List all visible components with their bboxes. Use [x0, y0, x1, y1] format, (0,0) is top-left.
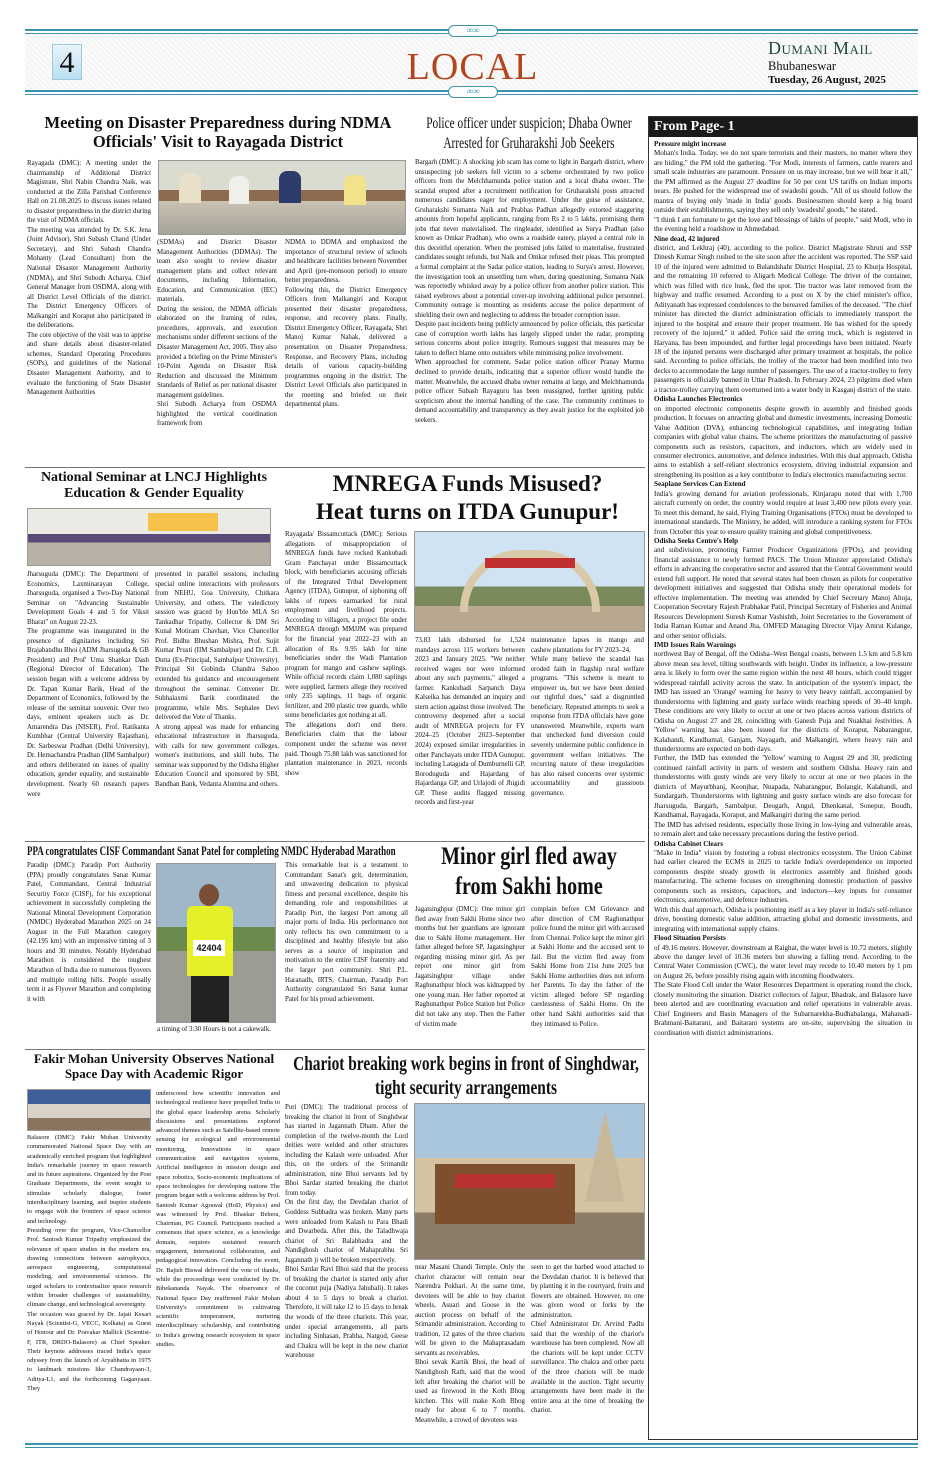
sidebar-paragraph: The IMD has advised residents, especially those living in low-lying and vulnerable areas, to remain alert and take necessary precautions during the festive period. — [654, 820, 912, 839]
race-bib: 42404 — [193, 940, 225, 956]
headline-minor-line1: Minor girl fled away — [441, 843, 617, 870]
meeting-column-1 — [27, 159, 151, 464]
fakir-column-2 — [156, 1089, 280, 1440]
paragraph: Balasore (DMC): Fakir Mohan University commemorated National Space Day with an academically enriched program that highlighted India's remarkable journey in space research and its future aspirations. Organized by the Post Graduate Departments, the event sought to stimulate scholarly dialogue, foster interdisciplinary learning, and inspire students to engage with the frontiers of space science and technology. — [27, 1134, 151, 1225]
paragraph: Jagatsinghpur (DMC): One minor girl fled away from Sakhi Home since two months but her guardians are ignorant due to Sakhi Home management. Her father alleged before SP, Jagatsinghpur regarding missing minor girl. As per report one minor girl from Jagatsinghpur village under Raghunathpur block was kidnapped by one young man. Her father reported at Raghunathpur Police Station but Police did not take any step. Then the Father of victim made — [415, 906, 525, 1028]
headline-mnrega — [290, 470, 645, 526]
paragraph: The programme was inaugurated in the presence of dignitaries including Sri Brajabandhu Bhoi (ADM Jharsuguda & GB President) and Prof' Uma Shankar Dash (Regional Director of Education). The session began with a welcome address by Dr. Tapan Kumar Barik, Head of the Department of Economics, followed by the release of the seminar souvenir. Over two days, eminent speakers such as Dr. Amarendra Das (NISER), Prof. Ratikanta Kumbhar (Central University Rajasthan), Dr. Sarbeswar Pradhan (Delhi University), Dr. Hemachandra Pradhan (IIM Sambalpur) and others deliberated on issues of quality education, gender equality, and sustainable development. Nearly 60 research papers were — [27, 628, 149, 798]
seminar-photo — [27, 508, 271, 566]
paper-name: Dumani Mail — [768, 38, 873, 58]
paragraph: The core objective of the visit was to apprise and share details about disaster-related schemes, Standard Operating Procedures (SOPs), and guidelines of the National Disaster Management Authority, and to evaluate the functioning of State Disaster Management Authorities — [27, 331, 151, 397]
paragraph: presented in parallel sessions, including special online interactions with professors from NEHU, Goa University, Chitkara University, and others. The valedictory session was graced by Hon'ble MLA Sri Tankadhar Tripathy, Collector & DM Sri Kunal Motiram Chavhan, Vice Chancellor Prof. Bidhu Bhushan Mishra, Prof. Sujit Kumar Prusti (IIM Sambalpur) and Dr. C.B. Dutta (Ex-Principal, Sambalpur University). Principal Sri Gobinda Chandra Sahoo extended his guidance and encouragement throughout the seminar. Convener Dr. Subhalaxmi Barik coordinated the programme, while Mrs. Sephalee Devi delivered the Vote of Thanks. — [155, 571, 279, 722]
seminar-column-2 — [155, 570, 279, 838]
sidebar-paragraph: of 49.16 meters. However, downstream at Raighat, the water level is 10.72 meters, slightly above the danger level of 10.36 meters but showing a falling trend. According to the Central Water Commission (CWC), the water level may recede to 10.40 meters by 1 pm on August 26, before possibly rising again with incoming floodwaters. — [654, 943, 912, 980]
paragraph: NDMA to DDMA and emphasized the importance of structural review of schools and healthcare facilities between November and April (pre-monsoon period) to ensure better preparedness. — [285, 239, 407, 285]
edition-date: Tuesday, 26 August, 2025 — [768, 74, 886, 86]
paragraph: 73.83 lakh disbursed for 1,524 mandays across 115 workers between 2023 and January 2025. "We neither received wages nor were informed about any such payments," alleged a farmer. Kankubadi Sarpanch Daya Kalseika has demanded an inquiry and stern action against those involved. The controversy deepened after a social audit of MNREGA projects for FY 2024–25 (October 2023–September 2024) exposed similar irregularities in other Panchayats under ITDA Gunupur, including Lataguda of Dumburnelli GP, Boroduguda and Hajardang of Hajardanga GP, and Urlajodi of Jhigidi GP. These audits flagged missing records and first-year — [415, 637, 525, 807]
headline-mnrega-line1: MNREGA Funds Misused? — [332, 471, 603, 496]
from-page-1-sidebar — [648, 116, 918, 1440]
paragraph: underscored how scientific innovation and technological resilience have propelled India to the global space leadership arena. Scholarly discussions and presentations explored advanced themes such as Satellite-based remote sensing for ecological and environmental monitoring, Innovations in space communication and navigation systems, Artificial intelligence in mission design and space robotics, Socio-economic implications of space technologies for developing nations The program began with a welcome address by Prof. Santosh Kumar Agrawal (HoD, Physics) and was witnessed by Prof. Bhaskar Behera, Chairman, PG Council. Participants reached a consensus that space science, as a knowledge domain, requires sustained research engagement, international collaboration, and pedagogical innovation. Concluding the event, Dr. Bajish Biswal delivered the vote of thanks, while the proceedings were conducted by Dr. Bibekananda Nayak. The observance of National Space Day reaffirmed Fakir Mohan University's commitment to cultivating scientific temperament, nurturing interdisciplinary scholarship, and contributing to India's growing research ecosystem in space studies. — [156, 1090, 280, 1349]
fakir-column-1 — [27, 1133, 151, 1440]
space-day-photo — [27, 1089, 151, 1131]
paragraph: This remarkable feat is a testament to Commandant Sanat's grit, determination, and unwavering dedication to physical fitness and personal excellence, despite his demanding role and responsibilities at Paradip Port, the largest Port among all major ports of India. His performance not only reflects his own commitment to a disciplined and healthy lifestyle but also serves as a source of inspiration and motivation to the entire CISF fraternity and the larger port community. Shri P.L. Haranadh, IRTS, Chairman, Paradip Port Authority congratulated Sri Sanat kumar Patel for his proud achievement. — [285, 862, 408, 1003]
paragraph: When approached for comment, Sadar police station officer Pranay Murmu declined to provide details, indicating that a superior officer would handle the matter. Meanwhile, the accused dhaba owner remains at large, and Melchhamunda police officer Subash Rayaguru has been reassigned, further igniting public scepticism about the internal handling of the case. The community continues to demand accountability and transparency as they await justice for the exploited job seekers. — [415, 359, 644, 424]
sidebar-paragraph: "I think I am fortunate to get the love and blessings of lakhs of people," said Modi, who in the evening held a roadshow in Ahmedabad. — [654, 215, 912, 234]
sidebar-paragraph: The State Flood Cell under the Water Resources Department is operating round the clock, closely monitoring the situation. District collectors of Jajpur, Bhadrak, and Balasore have been alerted and are coordinating evacuation and relief operations in vulnerable areas. Chief Engineers and Basin Managers of the Subarnarekha-Budhabalanga, Mahanadi-Brahmani-Baitarani, and Baitarani systems are on-site, supervising the situation in coordination with district administrations. — [654, 981, 912, 1037]
sidebar-subheading: Flood Situation Persists — [654, 934, 726, 943]
sidebar-paragraph: district, and Lekhraj (40), according to the police. District Magistrate Shruti and SSP Dinesh Kumar Singh rushed to the site soon after the accident was reported. The SSP said 10 of the injured were admitted to Bulandshahr District Hospital, 23 to Khurja Hospital, and the remaining 10 referred to Aligarh Medical College. The driver of the container, which was filled with rice husk, fled the spot. The tractor was later removed from the highway and traffic resumed. According to a post on X by the chief minister's office, Adityanath has expressed condolences to the bereaved families of the deceased. "The chief minister has directed the district administration officials to immediately transport the injured to the hospital and ensure their proper treatment. He has wished for the speedy recovery of the injured," it added. Police said the erring truck, which is registered in Haryana, has been impounded, and further legal proceedings have been initiated. Nearly 18 of the injured persons were discharged after primary treatment at hospitals, the police said. According to police officials, the trolley of the tractor had been modified into two decks to accommodate the large number of passengers. The use of a tractor-trolley to ferry passengers is officially banned in Uttar Pradesh. In February 2024, 23 pilgrims died when a tractor-trolley carrying them overturned into a water body in Kasganj district of the state. — [654, 243, 912, 394]
minor-column-2 — [531, 905, 644, 1047]
sidebar-paragraph: With this dual approach, Odisha is positioning itself as a key player in India's self-reliance drive, boosting domestic value addition, attracting global and domestic investments, and integrating with international supply chains. — [654, 905, 912, 933]
headline-minor-girl — [413, 842, 645, 902]
paragraph: The allegations don't end there. Beneficiaries claim that the labour component under the scheme was never paid. Though 75.88 lakh was sanctioned for plantation maintenance in 2023, records show — [285, 721, 407, 777]
sidebar-subheading: Odisha Launches Electronics — [654, 395, 743, 404]
divider — [25, 467, 645, 468]
headline-fakir-mohan: Fakir Mohan University Observes National Space Day with Academic Rigor — [33, 1051, 275, 1081]
headline-mnrega-line2: Heat turns on ITDA Gunupur! — [316, 499, 619, 524]
sidebar-subheading: Seaplane Services Can Extend — [654, 480, 746, 489]
paragraph: A strong appeal was made for enhancing educational infrastructure in Jharsuguda, with calls for new government colleges, women's institutions, and skill hubs. The seminar was supported by the Odisha Higher Education Council and sponsored by SBI, Bandhan Bank, Vedanta Alumina and others. — [155, 723, 279, 789]
paragraph: Rayagada (DMC): A meeting under the chairmanship of Additional District Magistrate, Shri Nabin Chandra Naik, was conducted at the Zilla Parishad Conference Hall on 21.08.2025 to discuss issues related to disaster preparedness in the district during the visit of NDMA officials. — [27, 160, 151, 225]
headline-police: Police officer under suspicion; Dhaba Owner Arrested for Gruharakshi Job Seekers — [426, 115, 632, 152]
sidebar-paragraph: Mohan's India. Today, we do not spare terrorists and their masters, no matter where they are hiding," the PM told the gathering. "For Modi, interests of farmers, cattle rearers and small scale industries are paramount. Pressure on us may increase, but we will bear it all," the PM affirmed as the August 27 deadline for 50 per cent US tariffs on Indian imports nears. He pushed for the widespread use of swadeshi goods. "All of us should follow the mantra of buying only 'made in India' goods. Businessmen should keep a big board outside their establishments, saying they sell only 'swadeshi' goods," he stated. — [654, 149, 912, 215]
mnrega-column-1 — [285, 530, 407, 838]
paragraph: Rayagada/ Bissamcuttack (DMC): Serious allegations of misappropriation of MNREGA funds have rocked Kankubadi Gram Panchayat under Bissamcuttack block, with beneficiaries accusing officials of the Integrated Tribal Development Agency (ITDA), Gunupur, of siphoning off lakhs of rupees earmarked for rural employment and livelihood projects. According to villagers, a project file under MNREGA through MMJJM was prepared for the financial year 2022–23 with an allocation of Rs. 9.95 lakh for nine beneficiaries under the Wadi Plantation program for mango and cashew saplings. While official records claim 1,080 saplings were supplied, farmers allege they received only 235 saplings, 11 bags of organic fertilizer, and 200 plastic tree guards, while some beneficiaries got nothing at all. — [285, 531, 407, 720]
paragraph: Jharsuguda (DMC): The Department of Economics, Laxminarayan College, Jharsuguda, organised a Two-Day National Seminar on "Advancing Sustainable Development Goals 4 and 5 for Viksit Bharat" on August 22-23. — [27, 571, 149, 626]
page-number: 4 — [52, 44, 82, 80]
ppa-column-3 — [285, 861, 408, 1045]
paragraph: Bhoi Sardar Ravi Bhoi said that the process of breaking the chariot is started only after the coconut puja (Nadiya Jahubali). It takes about 4 to 5 days to break a chariot. Therefore, it will take 12 to 15 days to break the woods of the three chariots. This year, under special arrangements, all parts including Sinhasan, Prabha, Natgod, Geese and Chakra will be kept in the new chariot warehouse — [285, 1266, 408, 1360]
paragraph: Shri Subodh Acharya from OSDMA highlighted the vertical coordination framework from — [157, 401, 277, 428]
paragraph: Despite past incidents being publicly announced by police officials, this particular case of corruption worth lakhs has largely slipped under the radar, prompting serious concerns about police integrity. Rumours suggest that measures may be taken to deflect blame onto outsiders while minimising police involvement. — [415, 321, 644, 357]
paragraph: On the first day, the Devdalan chariot of Goddess Subhadra was broken. Many parts were unloaded from Kalash to Para Bhadi and Dwarbeda. After this, the Taladhwaja chariot of Sri Balabhadra and the Nandighosh chariot of Mahaprabhu Sri Jagannath ji will be broken respectively. — [285, 1199, 408, 1264]
chariot-column-2 — [415, 1263, 525, 1440]
ppa-photo-caption — [157, 1025, 277, 1045]
sidebar-subheading: IMD Issues Rain Warnings — [654, 641, 737, 650]
sidebar-paragraph: on imported electronic components despite growth in assembly and finished goods production. It focuses on attracting global and domestic investments, increasing Domestic Value Addition (DVA), enhancing technological capabilities, and integrating Indian companies with global value chains. The scheme prioritizes the manufacturing of passive components such as resistors, capacitors, and inductors, which are widely used in consumer electronics, automotive, and defence industries. With this dual approach, Odisha aims to establish a self-reliant electronics ecosystem, driving industrial expansion and strengthening its position as a key contributor to India's electronics manufacturing sector. — [654, 404, 912, 479]
paragraph: Bhoi sevak Kartik Bhoi, the head of Nandighosh Rath, said that the wood left after breaking the chariot will be used as firewood in the Koth Bhog kitchen. This will make Koth Bhog ready for about 6 to 7 months. Meanwhile, a crowd of devotees was — [415, 1359, 525, 1424]
sidebar-paragraph: Further, the IMD has extended the 'Yellow' warning to August 29 and 30, predicting continued rainfall activity in parts of western and southern Odisha. Heavy rain and thunderstorms with gusty winds are very likely to occur at one or two places in the districts of Mayurbhanj, Keonjhar, Nuapada, Nabarangpur, Bolangir, Kalahandi, and Sundargarh. Thunderstorms with lightning and gusty surface winds are also forecast for Jharsuguda, Bargarh, Sambalpur, Deogarh, Angul, Dhenkanal, Sonepur, Boudh, Kandhamal, Rayagada, Koraput, and Malkangiri during the same period. — [654, 754, 912, 820]
ornament-icon: ∞∞ — [448, 86, 498, 98]
meeting-column-2 — [157, 238, 277, 464]
paragraph: The occasion was graced by Dr. Jajati Kesari Nayak (Scientist-G, VECC, Kolkata) as Guest of Honour and Dr. Pravakar Mallick (Scientist-F, ITR, DRDO-Balasore) as Chief Speaker. Their keynote addresses traced India's space odyssey from the launch of Aryabhatta in 1975 to landmark missions like Chandrayaan-3, Aditya-L1, and the forthcoming Gaganyaan. They — [27, 1310, 151, 1393]
paragraph: near Masani Chandi Temple. Only the chariot character will remain near Narendra Pokhari. At the same time, devotees will be able to buy chariot wheels, Asuari and Goose in the auction process on behalf of the Srimandir administration. According to tradition, 12 gates of the three chariots will be given to the Mahaprasadam servants as receivables. — [415, 1264, 525, 1357]
paragraph: maintenance lapses in mango and cashew plantations for FY 2023–24. — [531, 637, 644, 654]
paragraph: a timing of 3:30 Hours is not a cakewalk. — [157, 1026, 271, 1033]
paragraph: Paradip (DMC): Paradip Port Authority (PPA) proudly congratulates Sanat Kumar Patel, Commandant, Central Industrial Security Force (CISF), for his exceptional achievement in successfully completing the National Mineral Development Corporation (NMDC) Hyderabad Marathon 2025 on 24 August in the Full Marathon category (42.195 km) with an impressive timing of 3 hours and 30 minutes. Notably Hyderabad Marathon is considered the toughest Marathon of India due to numerous flyovers and multiple rolling hills. People usually term it as Flyover Marathon and completing it with — [27, 862, 151, 1003]
sidebar-subheading: Odisha Cabinet Clears — [654, 839, 723, 848]
ppa-column-1 — [27, 861, 151, 1045]
sidebar-subheading: Pressure might increase — [654, 140, 727, 148]
headline-chariot: Chariot breaking work begins in front of Singhdwar, tight security arrangements — [293, 1053, 639, 1099]
headline-meeting: Meeting on Disaster Preparedness during NDMA Officials' Visit to Rayagada District — [44, 113, 392, 151]
paragraph: Presiding over the program, Vice-Chancellor Prof. Santosh Kumar Tripathy emphasized the relevance of space studies in the modern era, drawing connections between astrophysics, aerospace engineering, computational modeling, and environmental sciences. He urged scholars to contextualize space research within broader challenges of sustainability, climate change, and technological sovereignty. — [27, 1226, 151, 1309]
itda-gate-photo — [414, 531, 645, 632]
paragraph: Puri (DMC): The traditional process of breaking the chariot in front of Singhdwar has started in Jagannath Dham. After the completion of the twelve-month the Lord deities were welded and other structures including the Kalash were unloaded. After this, on the orders of the Srimandir administration, nine Bhoi servants led by Bhoi Sardar started breaking the chariot from today. — [285, 1104, 408, 1197]
sidebar-paragraph: and subdivision, promoting Farmer Producer Organizations (FPOs), and providing financial assistance to newly formed PACS. The Union Minister appreciated Odisha's efforts in advancing the cooperative sector and assured that the Central Government would extend full support. He noted that several states had been chosen as pilots for cooperative development initiatives and suggested that Odisha study their operational models for effective implementation. The meeting was attended by Chief Secretary Manoj Ahuja, Cooperation Secretary Rajesh Prabhakar Patil, Principal Secretary of Fisheries and Animal Resources Development Suresh Kumar Vashishth, Joint Secretaries to the Government of India Raman Kumar and Anand Jha, OMFED Managing Director Vijay Amrut Kulange, and other senior officials. — [654, 546, 912, 640]
paragraph: (SDMAs) and District Disaster Management Authorities (DDMAs). The team also sought to review disaster management plans and collect relevant documents, including Information, Education, and Communication (IEC) materials. — [157, 239, 277, 304]
meeting-column-3 — [285, 238, 407, 464]
paragraph: While many believe the scandal has eroded faith in flagship rural welfare programs. "This scheme is meant to empower us, but we have been denied our rightful dues," said a disgruntled beneficiary. Repeated attempts to seek a response from ITDA officials have gone unanswered. Meanwhile, experts warn that unchecked fund diversion could severely undermine public confidence in government welfare initiatives. The recurring nature of these irregularities has also raised concerns over systemic accountability and grassroots governance. — [531, 656, 644, 797]
headline-minor-line2: from Sakhi home — [455, 873, 603, 900]
masthead — [768, 38, 886, 86]
police-column — [415, 158, 644, 464]
sidebar-paragraph: "Make in India" vision by fostering a robust electronics ecosystem. The Union Cabinet had earlier cleared the ECMS in 2025 to tackle India's overdependence on imported components despite steady growth in electronics assembly and finished goods manufacturing. The scheme focuses on strengthening domestic production of passive components such as resistors, capacitors, and inductors—key inputs for consumer electronics, automotive, and defence industries. — [654, 848, 912, 905]
sidebar-body — [654, 140, 912, 1437]
paragraph: The meeting was attended by Dr. S.K. Jena (Joint Advisor), Shri Subash Chand (Under Secretary), and Shri Subash Chandra Mohanty (Lead Consultant) from the National Disaster Management Authority (NDMA), and Shri Subodh Acharya, Chief General Manager from OSDMA, along with all District Level Officials of the district. The District Emergency Officers of Malkangiri and Koraput also participated in the deliberations. — [27, 226, 151, 330]
chariot-column-1 — [285, 1103, 408, 1440]
ornament-icon: ∞∞ — [448, 25, 498, 37]
minor-column-1 — [415, 905, 525, 1047]
marathon-photo — [156, 863, 276, 1023]
mnrega-column-2 — [415, 636, 525, 838]
sidebar-subheading: Odisha Seeks Centre's Help — [654, 537, 739, 546]
chariot-photo — [414, 1103, 645, 1260]
sidebar-title: From Page- 1 — [649, 117, 917, 137]
sidebar-paragraph: India's growing demand for aviation professionals, Kinjarapu noted that with 1,700 aircraft currently on order, the country would require at least 3,400 new pilots every year. To meet this demand, he said, Flying Training Organisations (FTOs) must be developed to international standards. The Ministry, he added, will introduce a ranking system for FTOs from October this year to ensure quality training and global competitiveness. — [654, 489, 912, 536]
paragraph: Chief Administrator Dr. Arvind Padhi said that the worship of the chariot's warehouse has been completed. Now all the chariots will be kept under CCTV surveillance. The chakra and other parts of the three chariots will be made available in the auction. Tight security arrangements have been made in the entire area at the time of breaking the chariot. — [531, 1321, 644, 1415]
sidebar-subheading: Nine dead, 42 injured — [654, 234, 720, 243]
seminar-column-1 — [27, 570, 149, 838]
divider — [25, 1049, 645, 1050]
paragraph: complain before CM Grievance and after direction of CM Raghunathpur police found the minor girl with accused from Chennai. Police kept the minor girl at Sakhi Home and the accused sent to Jail. But the victim fled away from Sakhi Home from 21st June 2025 but Sakhi Home authorities does not inform her Parents. To day the father of the victim alleged before SP regarding carelessness of Sakhi Home. On the other hand Sakhi authorities said that they intimated to Police. — [531, 906, 644, 1028]
meeting-photo — [158, 160, 406, 235]
paragraph: Bargarh (DMC): A shocking job scam has come to light in Bargarh district, where unsuspecting job seekers fell victim to a scheme orchestrated by two police officers from the Melchhamunda police station and a local dhaba owner. The scandal erupted after a recruitment notification for Gruharakshi posts attracted numerous candidates eager for employment. Under the guise of assistance, Gruharakshi Sumanta Naik and Prabhas Padhan allegedly extorted staggering amounts from hopeful applicants, ranging from Rs 2 to 5 lakhs, promising them jobs that never materialised. The ringleader, identified as Surya Pradhan (also known as Omkar Pradhan), who owns a roadside eatery, played a central role in this deceitful operation. When the promised jobs failed to materialise, frustrated candidates sought refunds, but Naik and Omkar refused their pleas. This prompted a formal complaint at the Sadar police station, leading to Surya's arrest. However, the investigation took an unsettling turn when, during questioning, Sumanta Naik was reportedly whisked away by a police officer from another police station. This raised eyebrows about a potential cover-up involving additional police personnel. Community outrage is mounting as residents accuse the police department of shielding their own and neglecting to address the broader corruption issue. — [415, 159, 644, 319]
paragraph: seen to get the barbed wood attached to the Devdalan chariot. It is believed that by planting it in the courtyard, fruits and flowers are obtained. However, no one was given wood or forks by the administration. — [531, 1264, 644, 1319]
mnrega-column-3 — [531, 636, 644, 838]
sidebar-paragraph: northwest Bay of Bengal, off the Odisha–West Bengal coasts, between 1.5 km and 5.8 km above mean sea level, tilting southwards with height. Under its influence, a low-pressure area is likely to form over the same region within the next 48 hours, which could trigger widespread rainfall activity across the state. In anticipation of the system's impact, the IMD has issued an 'Orange' warning for heavy to very heavy rainfall, accompanied by thunderstorms with lightning and gusty surface winds reaching speeds of 30–40 kmph. These conditions are very likely to occur at one or two places across various districts of Odisha on August 27 and 28, coinciding with Ganesh Puja and Nuakhai festivities. A 'Yellow' warning has also been issued for the districts of Koraput, Nabarangpur, Kalahandi, Kandhamal, Ganjam, Nayagarh, and Malkangiri, where heavy rain and thunderstorms are expected on both days. — [654, 650, 912, 753]
section-title: LOCAL — [406, 46, 539, 88]
headline-seminar: National Seminar at LNCJ Highlights Education & Gender Equality — [40, 470, 268, 502]
paragraph: Following this, the District Emergency Officers from Malkangiri and Koraput presented their disaster preparedness, response, and recovery plans. Finally, District Emergency Officer, Rayagada, Shri Manoj Kumar Nahak, delivered a presentation on Disaster Preparedness, Response, and Recovery Plans, including details of various capacity-building programmes ongoing in the district. The District Level Officials also participated in the meeting and briefed on their departmental plans. — [285, 286, 407, 409]
chariot-column-3 — [531, 1263, 644, 1440]
bottom-rule — [25, 1443, 918, 1448]
edition-city: Bhubaneswar — [768, 59, 837, 73]
paragraph: During the session, the NDMA officials elaborated on the framing of rules, procedures, approvals, and execution mechanisms under different sections of the Disaster Management Act, 2005. They also provided a briefing on the Prime Minister's 10-Point Agenda on Disaster Risk Reduction and discussed the Minimum Standards of Relief as per national disaster management guidelines. — [157, 305, 277, 399]
headline-ppa: PPA congratulates CISF Commandant Sanat Patel for completing NMDC Hyderabad Marathon — [27, 843, 396, 858]
